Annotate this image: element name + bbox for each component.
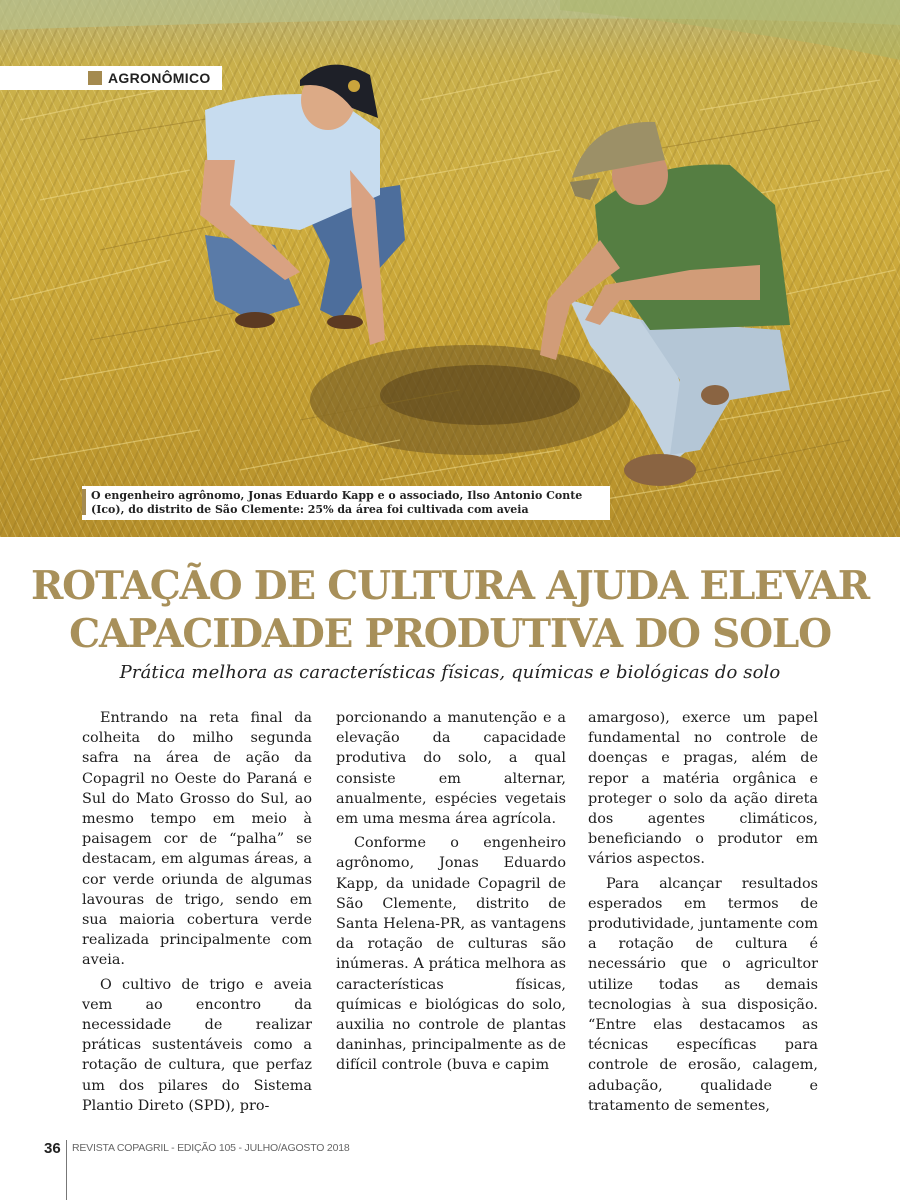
page-number: 36 xyxy=(44,1140,61,1157)
section-label: AGRONÔMICO xyxy=(108,70,211,86)
article-headline xyxy=(0,562,900,658)
article-subheadline: Prática melhora as características físicas, químicas e biológicas do solo xyxy=(119,662,781,683)
headline-line-2: CAPACIDADE PRODUTIVA DO SOLO xyxy=(69,611,831,657)
photo-caption xyxy=(82,486,610,520)
headline-line-1: ROTAÇÃO DE CULTURA AJUDA ELEVAR xyxy=(30,563,870,609)
paragraph: amargoso), exerce um papel fundamental no controle de doenças e pragas, além de repor a matéria orgânica e proteger o solo da ação direta dos agentes climáticos, beneficiando o produtor em vários aspectos. xyxy=(588,710,818,868)
paragraph: Entrando na reta final da colheita do milho segunda safra na área de ação da Copagril no Oeste do Paraná e Sul do Mato Grosso do Sul, ao mesmo tempo em meio à paisagem cor de “palha” se destacam, em algumas áreas, a cor verde oriunda de algumas lavouras de trigo, sendo em sua maioria cobertura verde realizada principalmente com aveia. xyxy=(82,710,312,969)
article-photo xyxy=(0,0,900,537)
footer-divider xyxy=(66,1140,67,1200)
caption-line-2: (Ico), do distrito de São Clemente: 25% da área foi cultivada com aveia xyxy=(91,503,529,516)
article-column-2 xyxy=(336,708,566,1080)
paragraph: O cultivo de trigo e aveia vem ao encontro da necessidade de realizar práticas sustentáveis como a rotação de cultura, que perfaz um dos pilares do Sistema Plantio Direto (SPD), pro- xyxy=(82,976,312,1114)
page-footer xyxy=(0,1136,900,1200)
article-column-1 xyxy=(82,708,312,1120)
publication-info: REVISTA COPAGRIL - EDIÇÃO 105 - JULHO/AGOSTO 2018 xyxy=(72,1142,350,1154)
section-tag xyxy=(0,66,222,90)
section-tag-square xyxy=(88,71,102,85)
caption-line-1: O engenheiro agrônomo, Jonas Eduardo Kapp e o associado, Ilso Antonio Conte xyxy=(91,489,583,502)
paragraph: Conforme o engenheiro agrônomo, Jonas Eduardo Kapp, da unidade Copagril de São Clemente, distrito de Santa Helena-PR, as vantagens da rotação de culturas são inúmeras. A prática melhora as características físicas, químicas e biológicas do solo, auxilia no controle de plantas daninhas, principalmente as de difícil controle (buva e capim xyxy=(336,835,566,1074)
paragraph: porcionando a manutenção e a elevação da capacidade produtiva do solo, a qual consiste em alternar, anualmente, espécies vegetais em uma mesma área agrícola. xyxy=(336,710,566,828)
caption-accent-bar xyxy=(82,489,86,515)
person-left xyxy=(200,65,405,345)
article-column-3 xyxy=(588,708,818,1120)
paragraph: Para alcançar resultados esperados em termos de produtividade, juntamente com a rotação de cultura é necessário que o agricultor utilize todas as demais tecnologias à sua disposição. “Entre elas destacamos as técnicas específicas para controle de erosão, calagem, adubação, qualidade e tratamento de sementes, xyxy=(588,875,818,1114)
